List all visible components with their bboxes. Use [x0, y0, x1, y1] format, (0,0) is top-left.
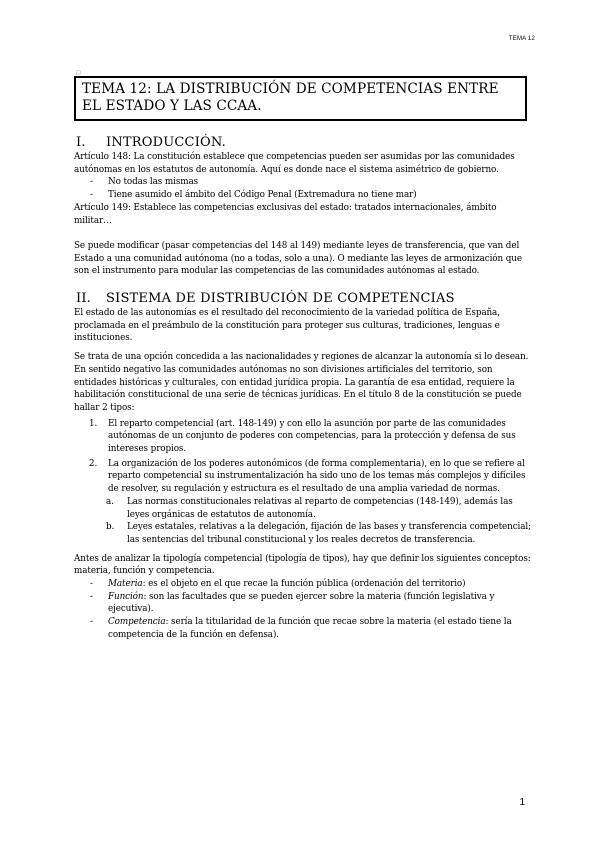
- list-item: 2. La organización de los poderes autonómicos (de forma complementaria), en lo que se refiere al reparto competencial su instrumentalización ha sido uno de los temas más complejos y difíciles de resolver, su regulación y estructura es el resultado de una amplia variedad de normas. a. Las normas constitucionales relativas al reparto de competencias (148-149), además las leyes orgánicas de estatutos de autonomía. b. Leyes estatales, relativas a la delegación, fijación de las bases y transferencia competencial; las sentencias del tribunal constitucional y los reales decretos de transferencia.: [74, 458, 532, 547]
- list-item: - Función: son las facultades que se pueden ejercer sobre la materia (función legislativa y ejecutiva).: [90, 591, 495, 615]
- section-title: SISTEMA DE DISTRIBUCIÓN DE COMPETENCIAS: [106, 291, 455, 307]
- section-number: II.: [76, 291, 92, 307]
- term: Materia: [108, 579, 143, 590]
- term: Competencia: [108, 617, 166, 628]
- list-item: - No todas las mismas: [90, 177, 199, 188]
- list-item: - Tiene asumido el ámbito del Código Penal (Extremadura no tiene mar): [90, 190, 417, 201]
- page-number: 1: [519, 797, 525, 808]
- list-item: a. Las normas constitucionales relativas al reparto de competencias (148-149), además las leyes orgánicas de estatutos de autonomía.: [106, 496, 513, 520]
- bookmark-marker: □: [76, 70, 81, 76]
- list-item: 1. El reparto competencial (art. 148-149) y con ello la asunción por parte de las comunidades autónomas de un conjunto de poderes con competencias, para la protección y defensa de sus intereses propios.: [89, 418, 516, 455]
- paragraph-articulo-148: Artículo 148: La constitución establece que competencias pueden ser asumidas por las comunidades autónomas en los estatutos de autonomía. Aquí es donde nace el sistema asimétrico de gobierno.: [74, 152, 515, 175]
- section-number: I.: [76, 135, 86, 150]
- paragraph-articulo-149: Artículo 149: Establece las competencias exclusivas del estado: tratados internacionales, ámbito militar…: [74, 202, 497, 226]
- paragraph-estado-autonomias: El estado de las autonomías es el resultado del reconocimiento de la variedad política de España, proclamada en el preámbulo de la constitución para proteger sus culturas, tradiciones, lenguas e instituciones.: [74, 308, 500, 344]
- definition-list: [74, 578, 532, 642]
- paragraph-opcion-concedida: Se trata de una opción concedida a las nacionalidades y regiones de alcanzar la autonomía si lo desean. En sentido negativo las comunidades autónomas no son divisiones artificiales del territorio, son entidades históricas y culturales, con entidad jurídica propia. La garantía de esa entidad, requiere la habilitación constitucional de una serie de técnicas jurídicas. En el título 8 de la constitución se puede hallar 2 tipos:: [74, 352, 529, 413]
- section-heading-introduccion: [74, 134, 532, 151]
- sub-list: [74, 496, 532, 547]
- title-box: TEMA 12: LA DISTRIBUCIÓN DE COMPETENCIAS ENTRE EL ESTADO Y LAS CCAA.: [74, 76, 527, 121]
- running-header: TEMA 12: [508, 36, 535, 42]
- list-item: - Competencia: sería la titularidad de la función que recae sobre la materia (el estado tiene la competencia de la función en defensa).: [90, 617, 512, 640]
- list-item: b. Leyes estatales, relativas a la delegación, fijación de las bases y transferencia competencial; las sentencias del tribunal constitucional y los reales decretos de transferencia.: [106, 522, 531, 545]
- section-title: INTRODUCCIÓN.: [106, 135, 226, 150]
- section-heading-sistema: [74, 290, 532, 307]
- bullet-list: [74, 176, 532, 201]
- numbered-list: [74, 418, 532, 547]
- paragraph-conceptos: Antes de analizar la tipología competencial (tipología de tipos), hay que definir los siguientes conceptos: materia, función y competencia.: [74, 553, 531, 577]
- term: Función: [108, 591, 144, 602]
- document-body: [74, 134, 532, 642]
- paragraph-modificacion: Se puede modificar (pasar competencias del 148 al 149) mediante leyes de transferencia, que van del Estado a una comunidad autónoma (no a todas, solo a una). O mediante las leyes de armonización que son el instrumento para modular las competencias de las comunidades autónomas al estado.: [74, 240, 522, 277]
- list-item: - Materia: es el objeto en el que recae la función pública (ordenación del territorio): [90, 579, 466, 590]
